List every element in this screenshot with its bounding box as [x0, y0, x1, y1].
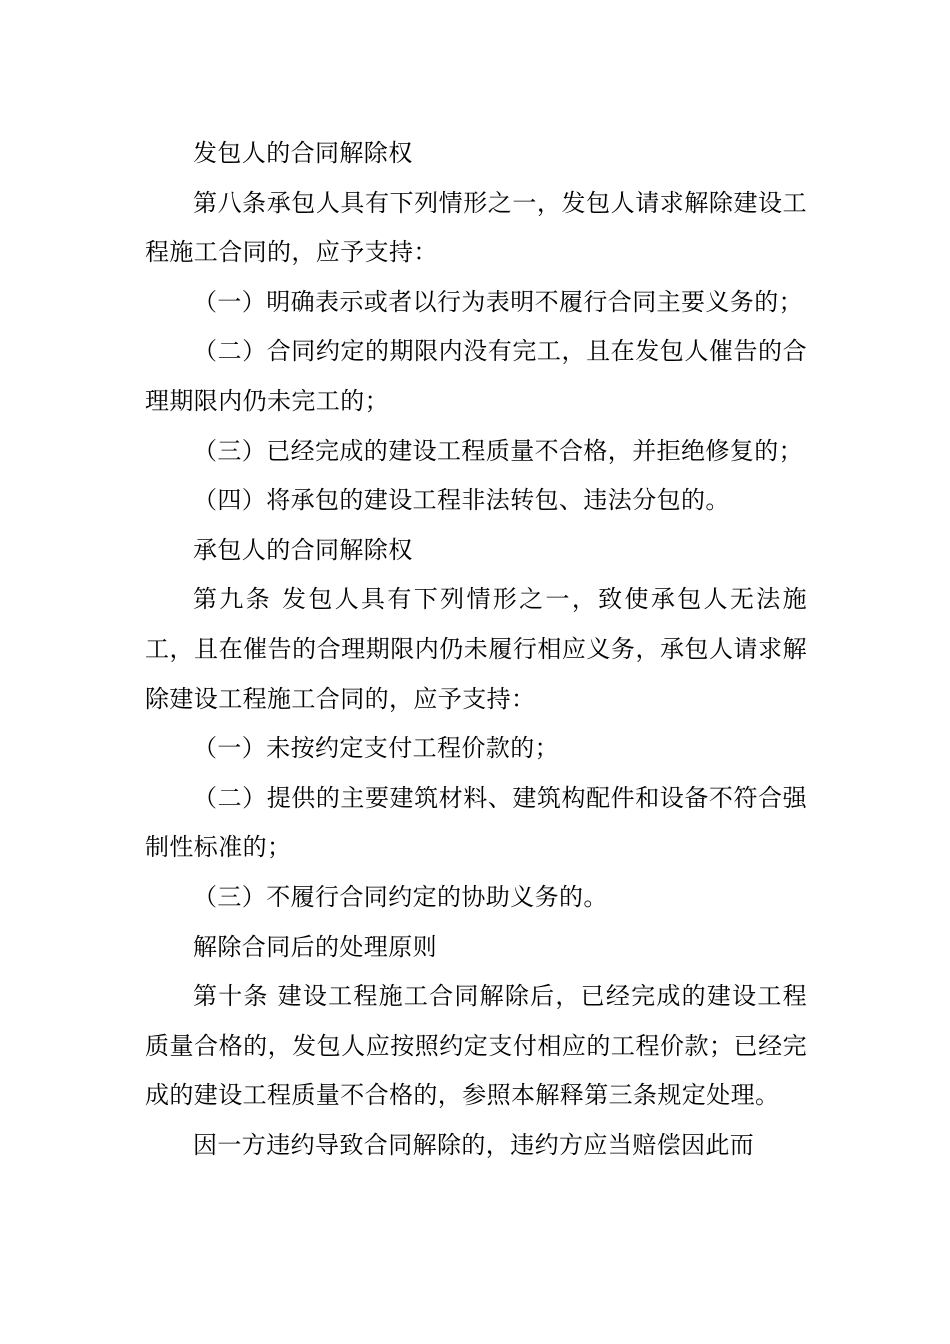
article-9-paragraph: 第九条 发包人具有下列情形之一，致使承包人无法施工，且在催告的合理期限内仍未履行相应义务，承包人请求解除建设工程施工合同的，应予支持： [145, 585, 807, 713]
article-9-item-1: （一）未按约定支付工程价款的； [193, 734, 559, 763]
section-heading-post-termination: 解除合同后的处理原则 [193, 932, 437, 961]
article-9-item-2: （二）提供的主要建筑材料、建筑构配件和设备不符合强制性标准的； [145, 783, 807, 862]
article-8-paragraph: 第八条承包人具有下列情形之一，发包人请求解除建设工程施工合同的，应予支持： [145, 188, 807, 267]
article-8-item-4: （四）将承包的建设工程非法转包、违法分包的。 [193, 486, 730, 515]
article-8-item-1: （一）明确表示或者以行为表明不履行合同主要义务的； [193, 287, 803, 316]
article-10-continuation: 因一方违约导致合同解除的，违约方应当赔偿因此而 [193, 1130, 755, 1159]
section-heading-employer-termination: 发包人的合同解除权 [193, 139, 413, 167]
article-8-item-3: （三）已经完成的建设工程质量不合格，并拒绝修复的； [193, 436, 803, 465]
article-8-item-2: （二）合同约定的期限内没有完工，且在发包人催告的合理期限内仍未完工的； [145, 337, 807, 415]
document-page [145, 129, 807, 1170]
article-9-item-3: （三）不履行合同约定的协助义务的。 [193, 882, 608, 911]
article-10-paragraph: 第十条 建设工程施工合同解除后，已经完成的建设工程质量合格的，发包人应按照约定支付相应的工程价款；已经完成的建设工程质量不合格的，参照本解释第三条规定处理。 [145, 982, 807, 1110]
section-heading-contractor-termination: 承包人的合同解除权 [193, 535, 413, 564]
